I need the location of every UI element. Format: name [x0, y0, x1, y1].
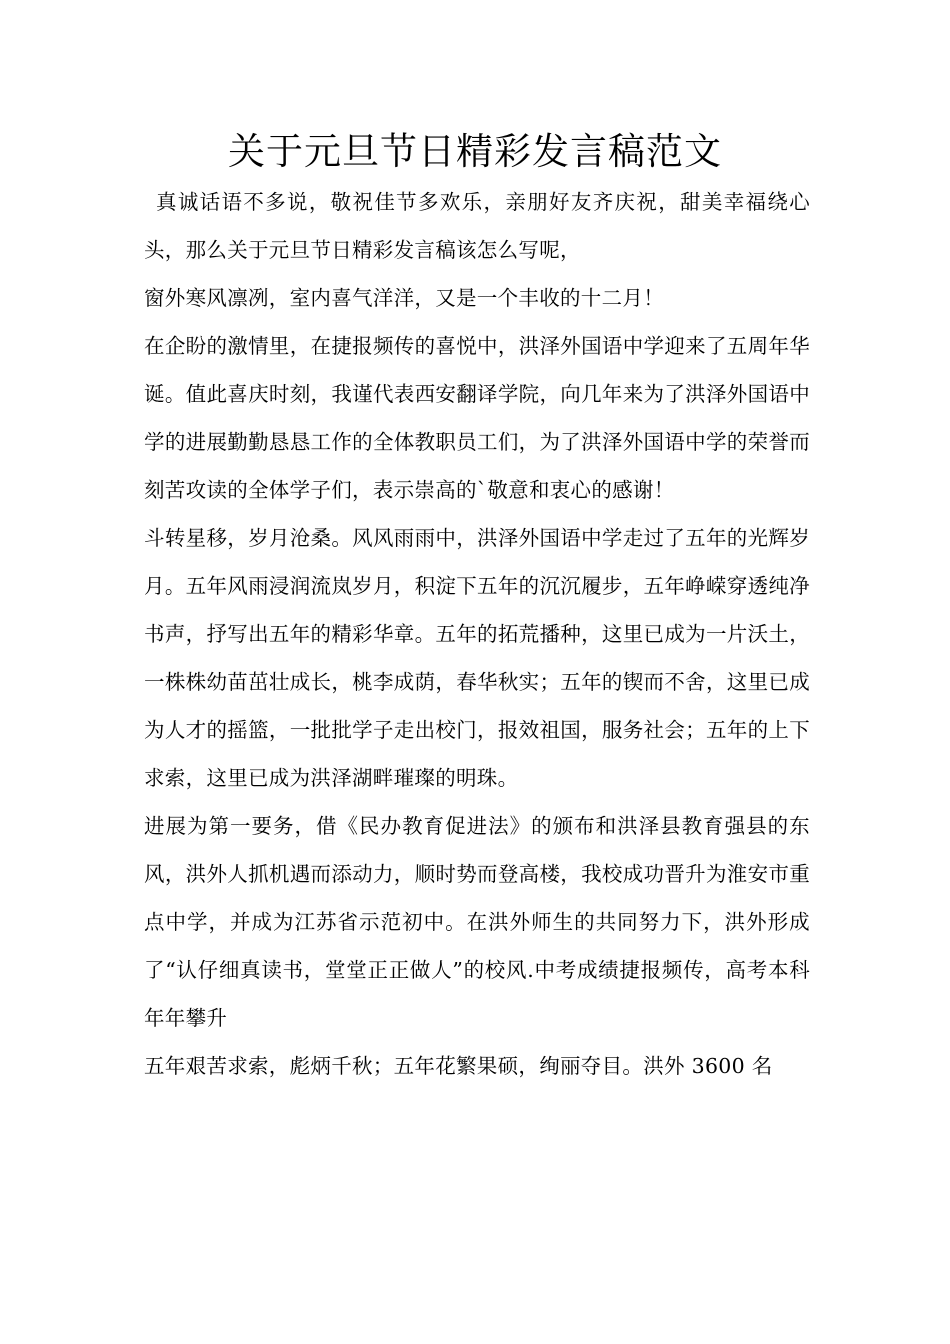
document-title: 关于元旦节日精彩发言稿范文 — [228, 130, 722, 173]
paragraph-intro: 真诚话语不多说，敬祝佳节多欢乐，亲朋好友齐庆祝，甜美幸福绕心头，那么关于元旦节日精彩发言稿该怎么写呢， — [144, 190, 810, 262]
document-body — [144, 178, 810, 1090]
paragraph-history: 斗转星移，岁月沧桑。风风雨雨中，洪泽外国语中学走过了五年的光辉岁月。五年风雨浸润流岚岁月，积淀下五年的沉沉履步，五年峥嵘穿透纯净书声，抒写出五年的精彩华章。五年的拓荒播种，这里已成为一片沃土，一株株幼苗茁壮成长，桃李成荫，春华秋实；五年的锲而不舍，这里已成为人才的摇篮，一批批学子走出校门，报效祖国，服务社会；五年的上下求索，这里已成为洪泽湖畔璀璨的明珠。 — [144, 526, 810, 790]
paragraph-achievements: 五年艰苦求索，彪炳千秋；五年花繁果硕，绚丽夺目。洪外 3600 名 — [144, 1054, 773, 1078]
paragraph-development: 进展为第一要务，借《民办教育促进法》的颁布和洪泽县教育强县的东风，洪外人抓机遇而添动力，顺时势而登高楼，我校成功晋升为淮安市重点中学，并成为江苏省示范初中。在洪外师生的共同努力下，洪外形成了“认仔细真读书，堂堂正正做人”的校风.中考成绩捷报频传，高考本科年年攀升 — [144, 814, 810, 1030]
paragraph-anniversary: 在企盼的激情里，在捷报频传的喜悦中，洪泽外国语中学迎来了五周年华诞。值此喜庆时刻，我谨代表西安翻译学院，向几年来为了洪泽外国语中学的进展勤勤恳恳工作的全体教职员工们，为了洪泽外国语中学的荣誉而刻苦攻读的全体学子们，表示崇高的`敬意和衷心的感谢！ — [144, 334, 810, 502]
paragraph-opening: 窗外寒风凛冽，室内喜气洋洋，又是一个丰收的十二月！ — [144, 286, 664, 310]
